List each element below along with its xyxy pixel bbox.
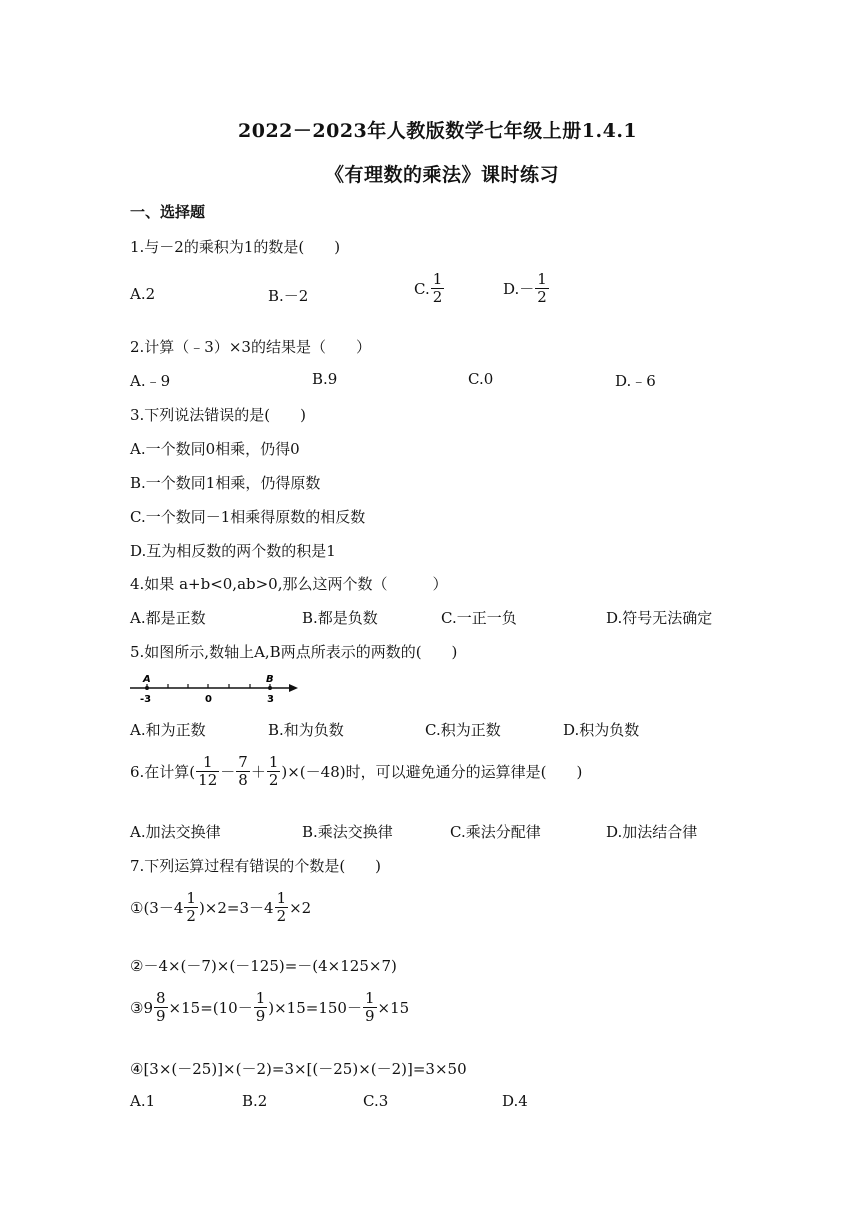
numerator: 1 [432,270,443,288]
q4-option-c: C.一正一负 [441,609,517,627]
q6-option-c: C.乘法分配律 [450,823,541,841]
q1-stem: 1.与－2的乘积为1的数是( ) [130,238,341,256]
q7-expression-2: ②－4×(－7)×(－125)=－(4×125×7) [130,957,397,975]
numerator: 8 [156,989,166,1007]
numerator: 1 [255,989,266,1007]
q6-prefix: 6.在计算( [130,763,196,782]
fraction [363,990,377,1026]
q5-option-a: A.和为正数 [130,721,206,739]
point-a [145,686,149,690]
q1-option-c [414,271,445,307]
numerator: 1 [276,889,287,907]
q7-option-b: B.2 [242,1092,268,1110]
q7-expression-1 [130,890,311,926]
q1-option-b: B.－2 [268,287,309,305]
q6-option-a: A.加法交换律 [130,823,221,841]
plus-sign: ＋ [250,763,266,782]
q5-stem: 5.如图所示,数轴上A,B两点所表示的两数的( ) [130,643,458,661]
q2-option-c: C.0 [468,370,494,388]
expr-text: ③9 [130,998,153,1017]
denominator: 2 [537,288,547,307]
q7-expression-3 [130,990,409,1026]
denominator: 12 [198,771,218,790]
title-line-1: 2022－2023年人教版数学七年级上册1.4.1 [238,120,638,142]
fraction [275,890,289,926]
denominator: 2 [186,907,196,926]
expr-text: ×2 [289,898,312,917]
q4-option-a: A.都是正数 [130,609,206,627]
fraction [236,754,250,790]
section-heading: 一、选择题 [130,203,206,221]
q6-suffix: )×(－48)时，可以避免通分的运算律是( ) [281,763,583,782]
q7-option-d: D.4 [502,1092,528,1110]
tick-label-3: 3 [267,694,274,705]
q6-option-b: B.乘法交换律 [302,823,393,841]
denominator: 2 [432,288,443,307]
q6-option-d: D.加法结合律 [606,823,698,841]
q4-option-b: B.都是负数 [302,609,378,627]
numerator: 1 [268,753,279,771]
denominator: 9 [156,1007,166,1026]
q1-option-d [503,271,550,307]
numerator: 1 [537,270,547,288]
numerator: 1 [364,989,375,1007]
expr-text: ①(3－4 [130,899,184,918]
numerator: 1 [202,753,213,771]
denominator: 8 [238,771,248,790]
label-b: B [266,674,274,685]
fraction [196,754,219,790]
expr-text: )×2=3－4 [198,899,274,918]
denominator: 9 [364,1007,375,1026]
q1-c-prefix: C. [414,279,430,298]
q3-option-b: B.一个数同1相乘，仍得原数 [130,474,321,492]
fraction [184,890,198,926]
q1-d-prefix: D.－ [503,280,535,299]
expr-text: ×15=(10－ [168,999,253,1018]
number-line-figure [126,674,302,706]
q1-option-a: A.2 [130,285,156,303]
denominator: 9 [255,1007,266,1026]
numerator: 7 [238,753,248,771]
fraction [254,990,268,1026]
q7-expression-4: ④[3×(－25)]×(－2)=3×[(－25)×(－2)]=3×50 [130,1060,467,1078]
label-a: A [143,674,151,685]
expr-text: )×15=150－ [268,999,362,1018]
q7-stem: 7.下列运算过程有错误的个数是( ) [130,857,382,875]
q2-stem: 2.计算（﹣3）×3的结果是（ ） [130,338,371,356]
tick-label-neg3: -3 [140,694,152,705]
q7-option-a: A.1 [130,1092,156,1110]
q2-option-b: B.9 [312,370,338,388]
fraction [154,990,168,1026]
q3-option-d: D.互为相反数的两个数的积是1 [130,542,336,560]
fraction [535,271,549,307]
tick-label-0: 0 [205,694,212,705]
q5-option-c: C.积为正数 [425,721,501,739]
title-line-2: 《有理数的乘法》课时练习 [325,164,560,186]
q4-stem: 4.如果 a+b<0,ab>0,那么这两个数（ ） [130,575,448,593]
q2-option-d: D.﹣6 [615,372,656,390]
q3-option-a: A.一个数同0相乘，仍得0 [130,440,300,458]
expr-text: ×15 [377,998,410,1017]
q5-option-d: D.积为负数 [563,721,640,739]
q7-option-c: C.3 [363,1092,389,1110]
denominator: 2 [268,771,279,790]
q4-option-d: D.符号无法确定 [606,609,713,627]
q5-option-b: B.和为负数 [268,721,344,739]
minus-sign: － [220,763,236,782]
q6-stem [130,754,582,790]
numerator: 1 [186,889,196,907]
number-line-arrow [289,684,298,692]
q3-stem: 3.下列说法错误的是( ) [130,406,307,424]
q2-option-a: A.﹣9 [130,372,171,390]
fraction [267,754,281,790]
denominator: 2 [276,907,287,926]
point-b [268,686,272,690]
fraction [431,271,445,307]
q3-option-c: C.一个数同－1相乘得原数的相反数 [130,508,366,526]
